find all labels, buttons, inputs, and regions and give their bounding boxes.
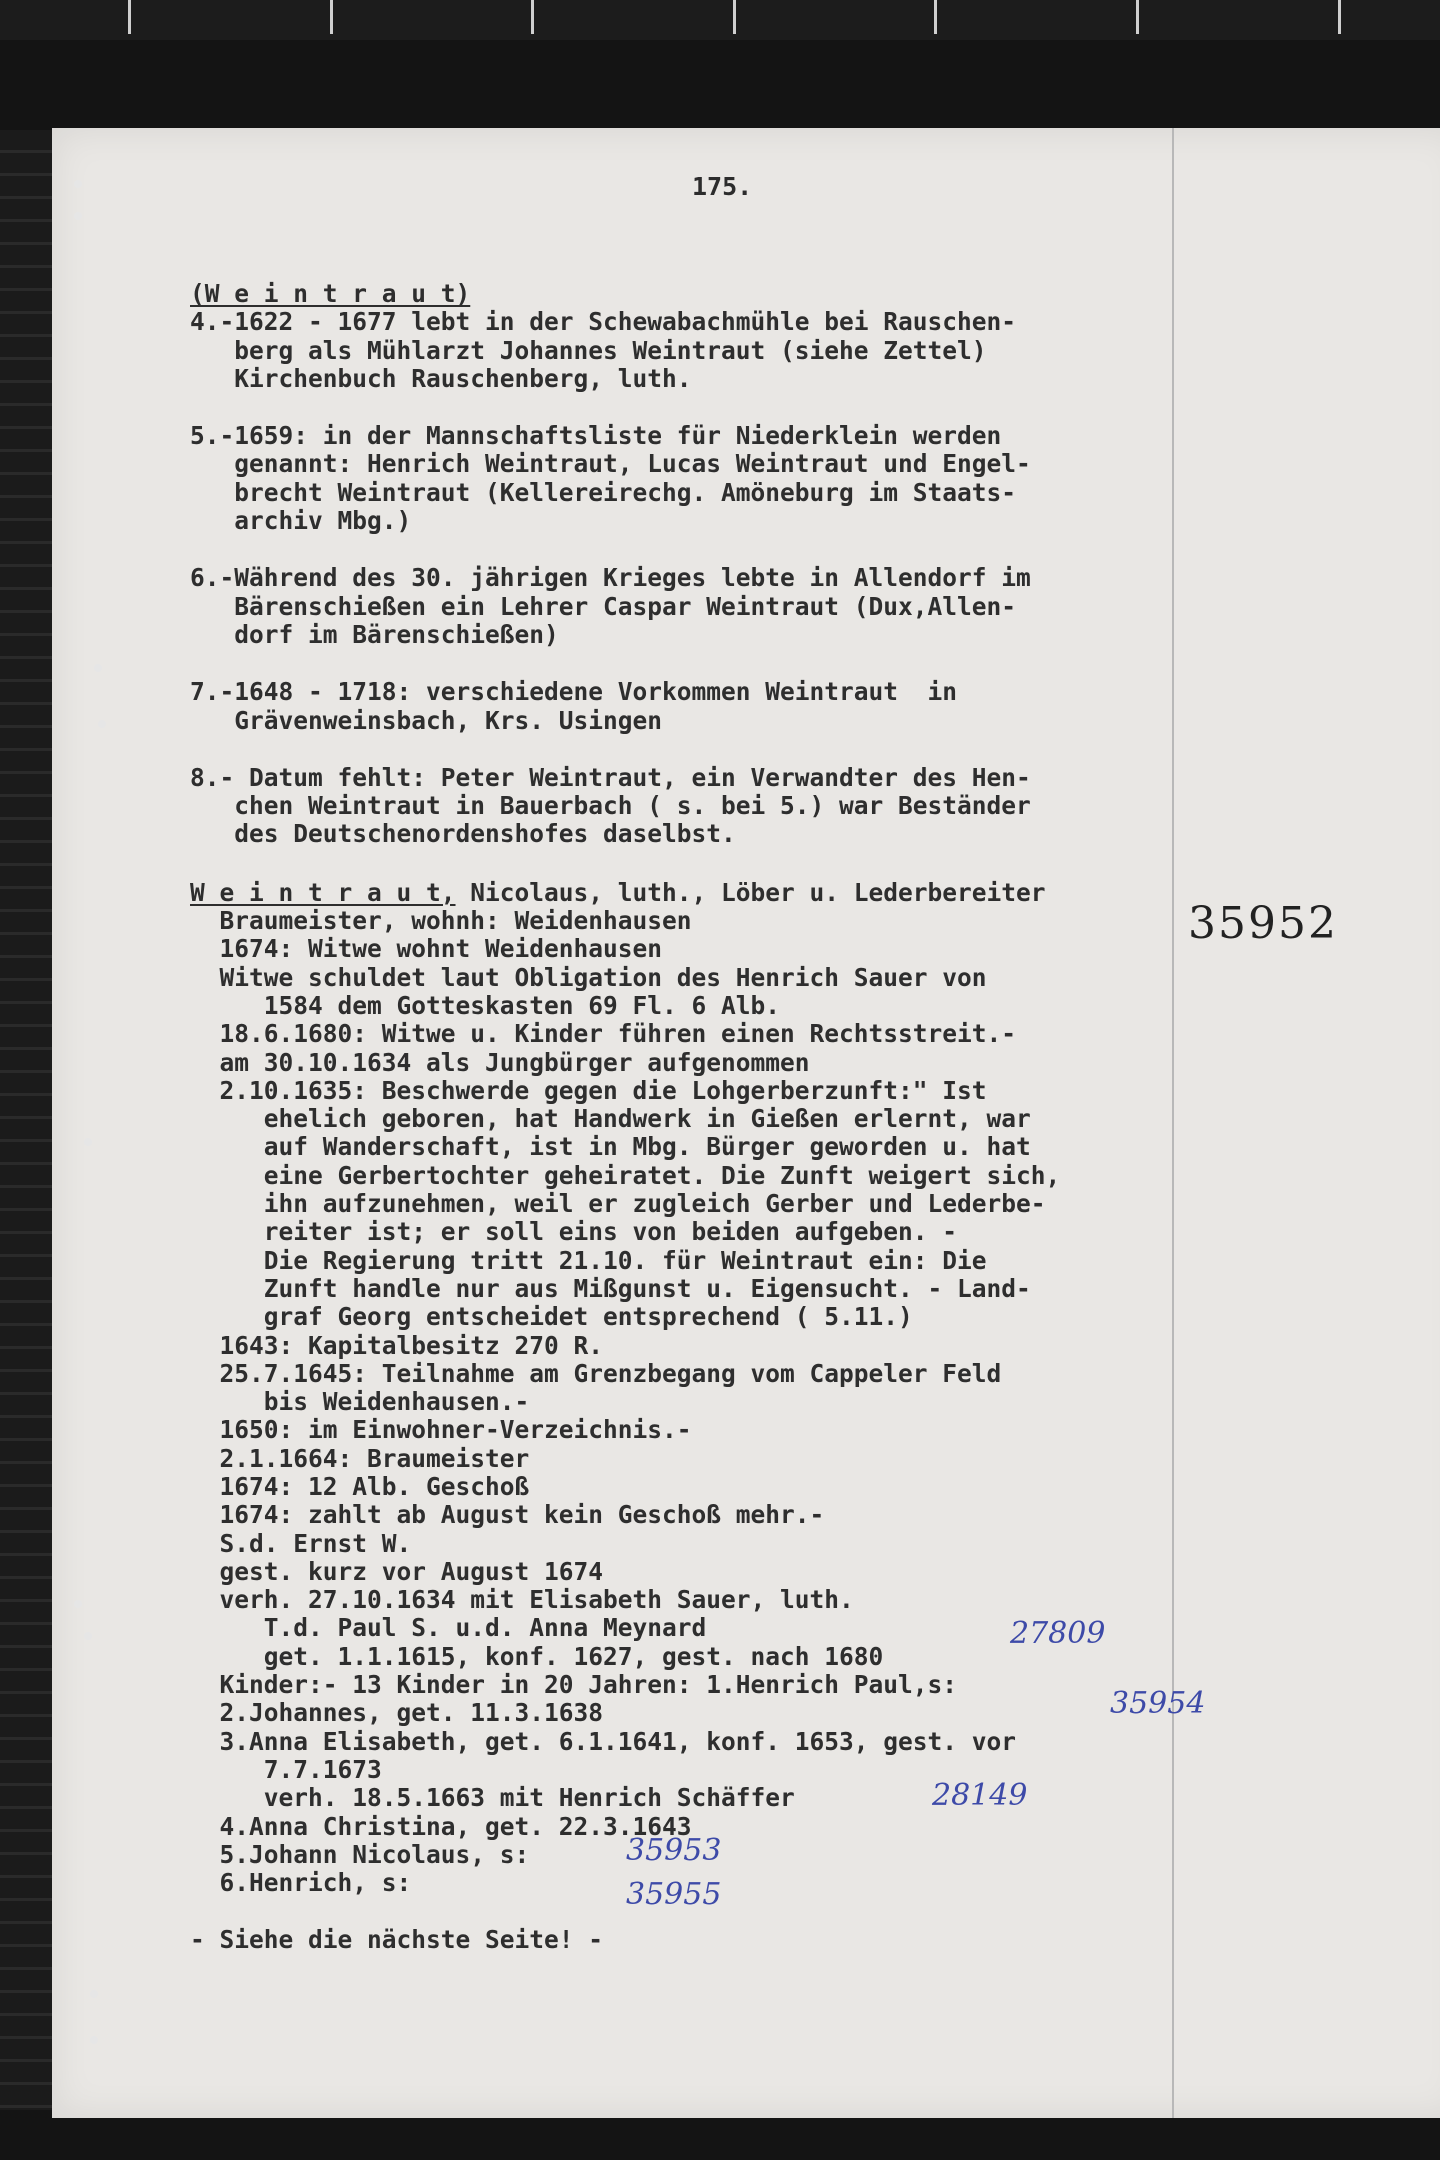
entry-line: berg als Mühlarzt Johannes Weintraut (siehe Zettel) (190, 335, 987, 365)
entry-line: chen Weintraut in Bauerbach ( s. bei 5.) war Beständer (190, 791, 1031, 821)
entry-line: Kirchenbuch Rauschenberg, luth. (190, 363, 692, 393)
person-line: ihn aufzunehmen, weil er zugleich Gerber und Lederbe- (190, 1189, 1046, 1219)
scanner-tick (531, 0, 534, 34)
scanner-tick (733, 0, 736, 34)
section-heading: (W e i n t r a u t) (190, 279, 471, 308)
person-surname: W e i n t r a u t, (190, 877, 456, 907)
person-line: am 30.10.1634 als Jungbürger aufgenommen (190, 1047, 810, 1077)
person-line: 1674: Witwe wohnt Weidenhausen (190, 934, 663, 964)
person-line: 2.1.1664: Braumeister (190, 1443, 530, 1473)
person-line: S.d. Ernst W. (190, 1528, 412, 1558)
continuation-note: - Siehe die nächste Seite! - (190, 1925, 604, 1955)
punch-hole (90, 1990, 98, 1998)
handwritten-ref-henrich: 35955 (626, 1877, 722, 1912)
punch-hole (74, 1600, 82, 1608)
entry-line: Grävenweinsbach, Krs. Usingen (190, 705, 663, 735)
person-line: 1674: zahlt ab August kein Geschoß mehr.- (190, 1500, 825, 1530)
punch-hole (74, 212, 82, 220)
person-line: 4.Anna Christina, get. 22.3.1643 (190, 1811, 692, 1841)
person-line: 25.7.1645: Teilnahme am Grenzbegang vom Cappeler Feld (190, 1358, 1002, 1388)
entry-line: dorf im Bärenschießen) (190, 619, 559, 649)
person-line: T.d. Paul S. u.d. Anna Meynard (190, 1613, 707, 1643)
person-line: 5.Johann Nicolaus, s: (190, 1839, 530, 1869)
entry-line: archiv Mbg.) (190, 506, 412, 536)
person-line: reiter ist; er soll eins von beiden aufgeben. - (190, 1217, 958, 1247)
page-number: 175. (692, 172, 753, 201)
punch-hole (94, 664, 102, 672)
handwritten-ref-henrich-paul: 35954 (1110, 1686, 1206, 1721)
person-line: 1643: Kapitalbesitz 270 R. (190, 1330, 604, 1360)
person-line: Die Regierung tritt 21.10. für Weintraut ein: Die (190, 1245, 987, 1275)
person-line: eine Gerbertochter geheiratet. Die Zunft weigert sich, (190, 1160, 1061, 1190)
person-line: verh. 27.10.1634 mit Elisabeth Sauer, luth. (190, 1585, 854, 1615)
punch-hole (90, 2036, 98, 2044)
person-line: 1650: im Einwohner-Verzeichnis.- (190, 1415, 692, 1445)
person-line: graf Georg entscheidet entsprechend ( 5.11.) (190, 1302, 913, 1332)
entry-line: brecht Weintraut (Kellereirechg. Amöneburg im Staats- (190, 477, 1017, 507)
scanner-tick (934, 0, 937, 34)
punch-hole (98, 720, 106, 728)
entry-line: 7.-1648 - 1718: verschiedene Vorkommen Weintraut in (190, 677, 958, 707)
scanner-tick (1136, 0, 1139, 34)
entry-line: 5.-1659: in der Mannschaftsliste für Niederklein werden (190, 421, 1002, 451)
punch-hole (84, 1632, 92, 1640)
person-given-name: Nicolaus, luth., Löber u. Lederbereiter (455, 877, 1046, 907)
person-line: 1674: 12 Alb. Geschoß (190, 1471, 530, 1501)
person-line: gest. kurz vor August 1674 (190, 1556, 604, 1586)
person-line: auf Wanderschaft, ist in Mbg. Bürger geworden u. hat (190, 1132, 1031, 1162)
person-line: 2.10.1635: Beschwerde gegen die Lohgerberzunft:" Ist (190, 1075, 987, 1105)
handwritten-ref-johann-nicolaus: 35953 (626, 1833, 722, 1868)
person-line: get. 1.1.1615, konf. 1627, gest. nach 1680 (190, 1641, 884, 1671)
person-line: 3.Anna Elisabeth, get. 6.1.1641, konf. 1653, gest. vor (190, 1726, 1017, 1756)
person-line: bis Weidenhausen.- (190, 1387, 530, 1417)
scanner-top-strip (0, 0, 1440, 40)
person-line: ehelich geboren, hat Handwerk in Gießen erlernt, war (190, 1104, 1031, 1134)
person-line: verh. 18.5.1663 mit Henrich Schäffer (190, 1783, 795, 1813)
punch-hole (84, 1138, 92, 1146)
reference-number: 35952 (1188, 898, 1338, 949)
index-card (52, 128, 1440, 2118)
punch-hole (74, 180, 82, 188)
entry-line: des Deutschenordenshofes daselbst. (190, 819, 736, 849)
handwritten-ref-schaeffer: 28149 (932, 1778, 1028, 1813)
scanner-tick (330, 0, 333, 34)
person-line: 2.Johannes, get. 11.3.1638 (190, 1698, 604, 1728)
handwritten-ref-elisabeth: 27809 (1010, 1616, 1106, 1651)
person-line: 6.Henrich, s: (190, 1868, 412, 1898)
person-line: 7.7.1673 (190, 1754, 382, 1784)
scanner-left-strip (0, 130, 52, 2110)
scanner-tick (1338, 0, 1341, 34)
person-line: 1584 dem Gotteskasten 69 Fl. 6 Alb. (190, 990, 781, 1020)
entry-line: 4.-1622 - 1677 lebt in der Schewabachmühle bei Rauschen- (190, 307, 1017, 337)
person-line: Kinder:- 13 Kinder in 20 Jahren: 1.Henrich Paul,s: (190, 1670, 958, 1700)
scanner-tick (128, 0, 131, 34)
entry-line: 8.- Datum fehlt: Peter Weintraut, ein Verwandter des Hen- (190, 762, 1031, 792)
entry-line: 6.-Während des 30. jährigen Krieges lebte in Allendorf im (190, 563, 1031, 593)
person-line: Zunft handle nur aus Mißgunst u. Eigensucht. - Land- (190, 1273, 1031, 1303)
person-first-line (190, 879, 1280, 907)
person-line: 18.6.1680: Witwe u. Kinder führen einen Rechtsstreit.- (190, 1019, 1017, 1049)
entry-line: genannt: Henrich Weintraut, Lucas Weintraut und Engel- (190, 449, 1031, 479)
person-line: Witwe schuldet laut Obligation des Henrich Sauer von (190, 962, 987, 992)
person-line: Braumeister, wohnh: Weidenhausen (190, 906, 692, 936)
entry-line: Bärenschießen ein Lehrer Caspar Weintraut (Dux,Allen- (190, 591, 1017, 621)
